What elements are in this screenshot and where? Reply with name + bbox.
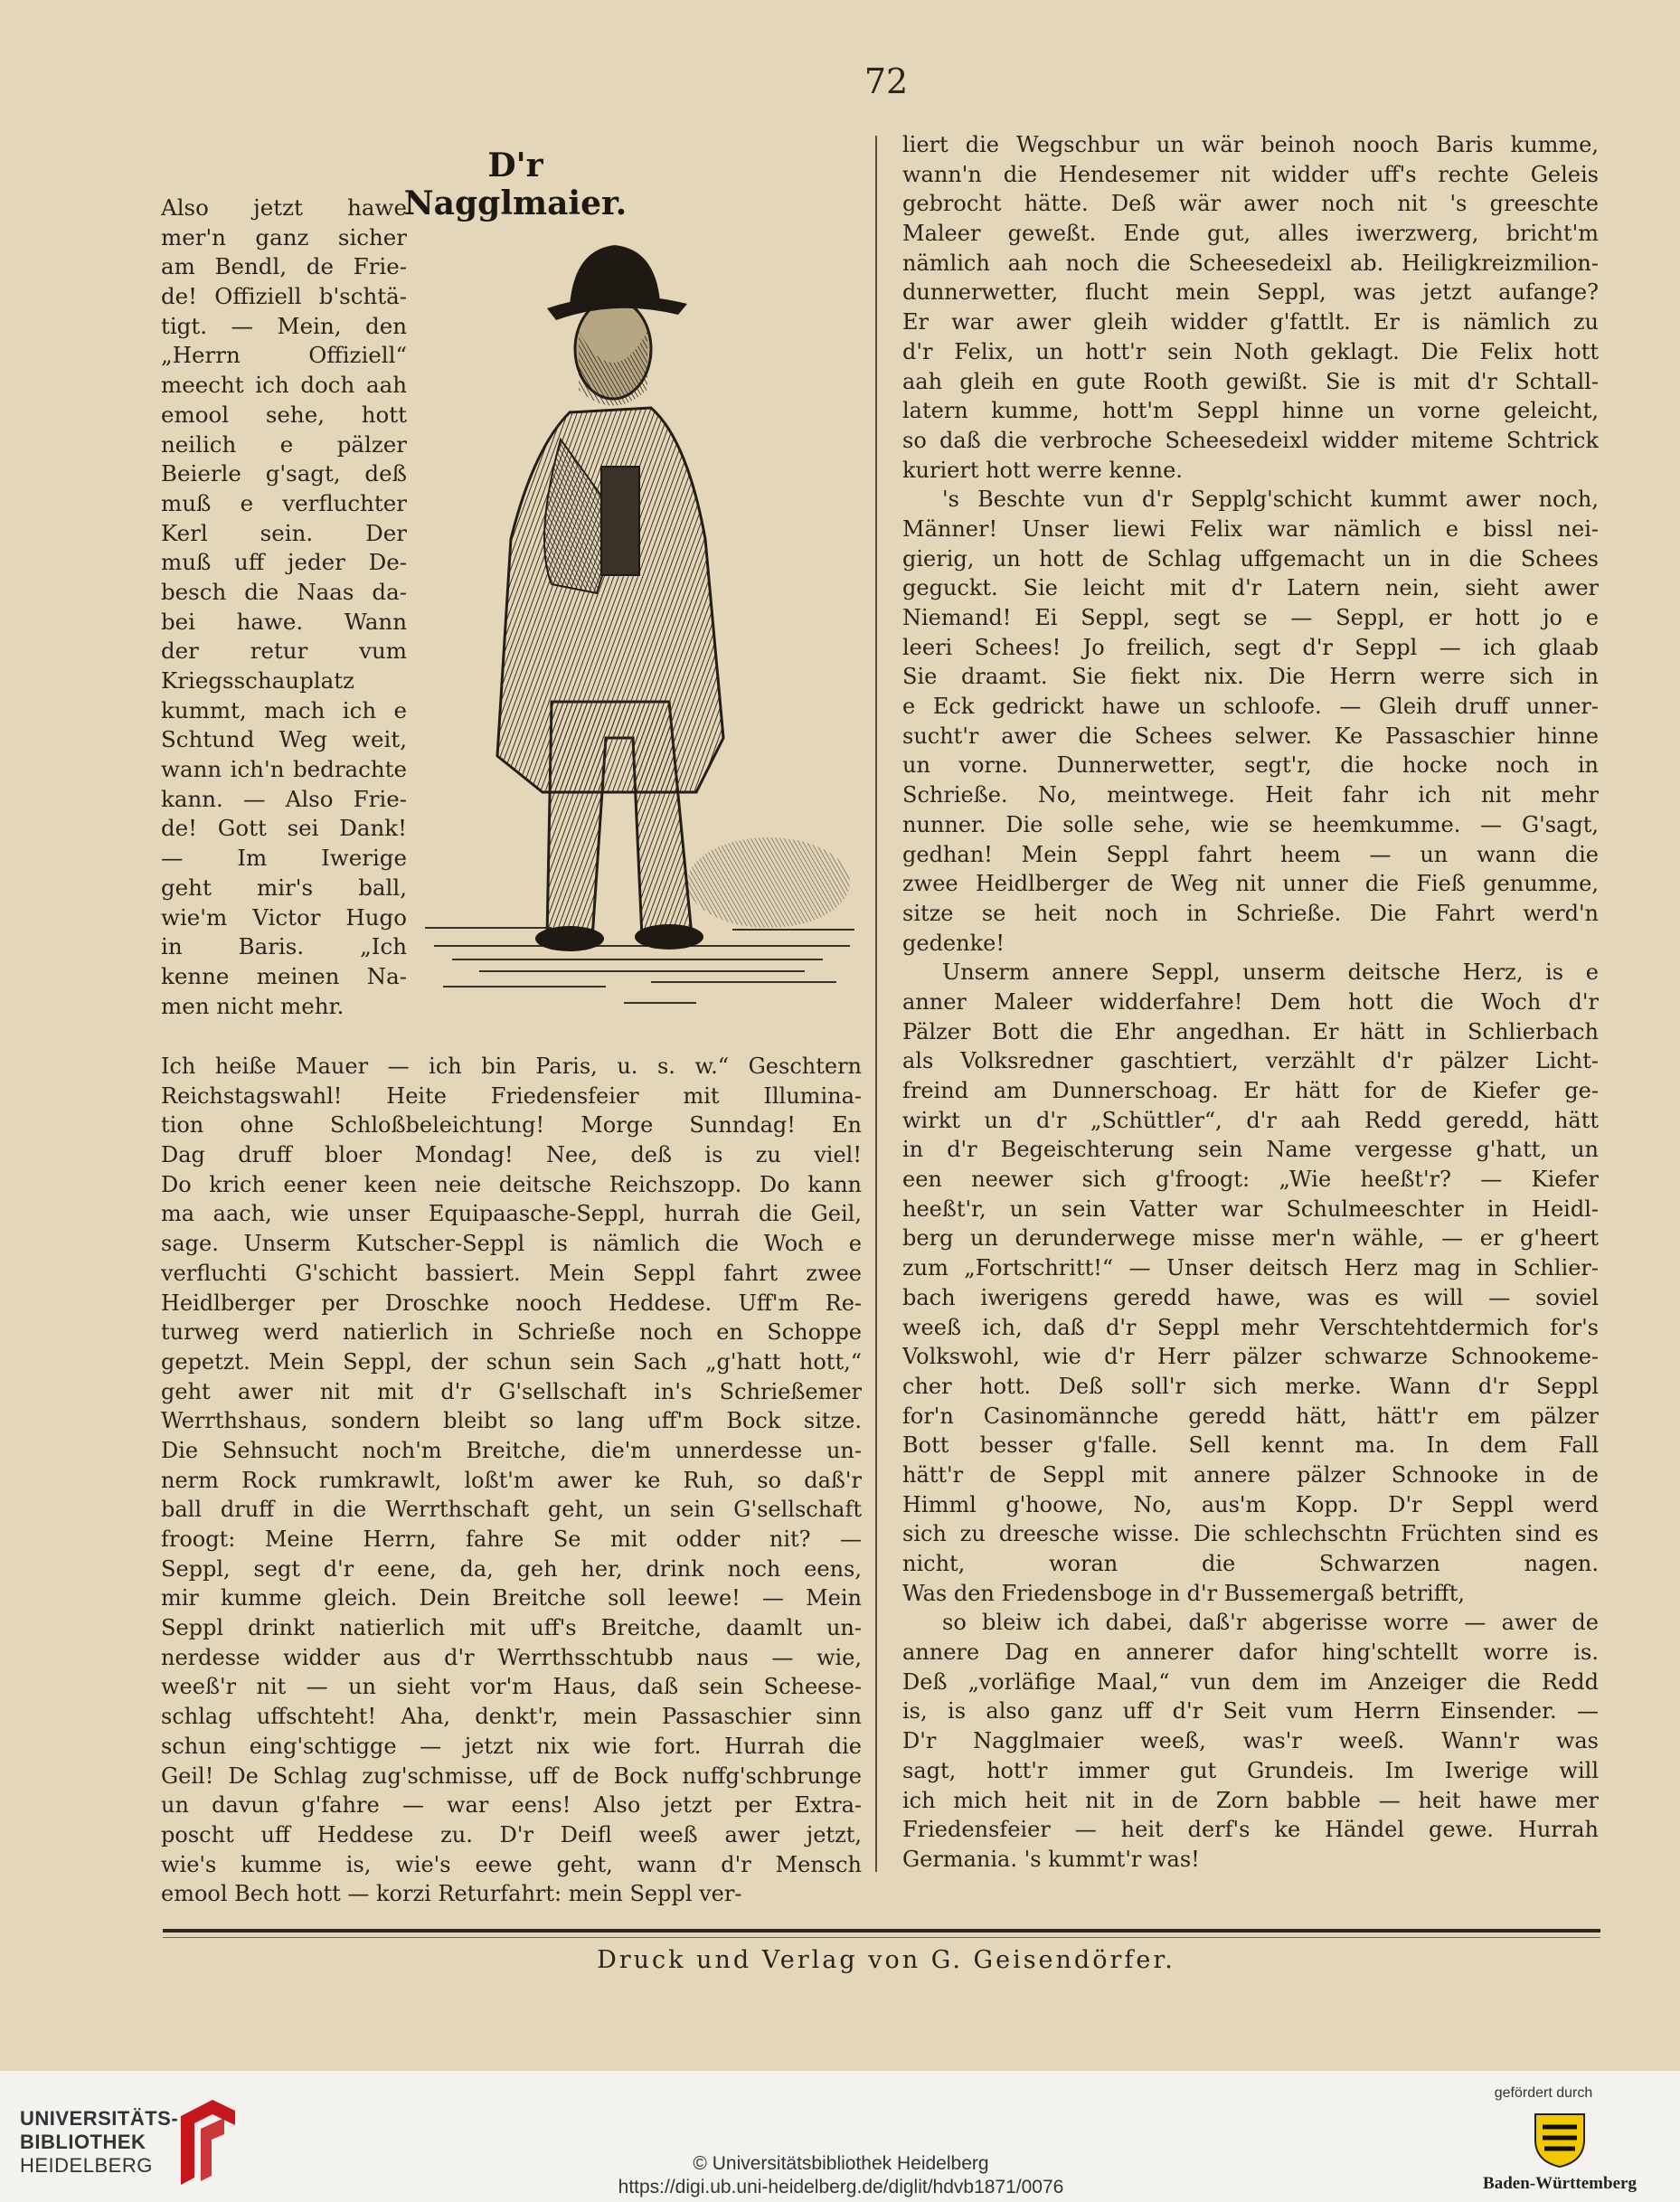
text-line: annere Dag en annerer dafor hing'schtellt worre is. [902,1640,1599,1666]
text-line: Er war awer gleih widder g'fattlt. Er is nämlich zu [902,309,1599,335]
text-line: leeri Schees! Jo freilich, segt d'r Seppl — ich glaab [902,634,1599,660]
left-narrow-column [161,194,407,1021]
text-line: hätt'r de Seppl mit annere pälzer Schnooke in de [902,1461,1599,1488]
text-line: tigt. — Mein, den [161,312,407,339]
text-line: sucht'r awer die Schees selwer. Ke Passaschier hinne [902,723,1599,749]
text-line: so bleiw ich dabei, daß'r abgerisse worre — awer de [942,1610,1599,1636]
text-line: heeßt'r, un sein Vatter war Schulmeeschter in Heidl- [902,1196,1599,1222]
text-line: neilich e pälzer [161,430,407,458]
text-line: ich mich heit nit in de Zorn babble — heit hawe mer [902,1787,1599,1813]
text-line: nerdesse widder aus d'r Werrthsschtubb naus — wie, [161,1644,862,1670]
text-line: un vorne. Dunnerwetter, segt'r, die hocke noch in [902,752,1599,779]
text-line: Heidlberger per Droschke nooch Heddese. Uff'm Re- [161,1290,862,1316]
text-line: so daß die verbroche Scheesedeixl widder miteme Schtrick [902,427,1599,453]
text-line: Bott besser g'falle. Sell kennt ma. In dem Fall [902,1432,1599,1459]
text-line: anner Maleer widderfahre! Dem hott die Woch d'r [902,988,1599,1015]
text-line: Seppl, segt d'r eene, da, geh her, drink noch eens, [161,1555,862,1582]
text-line: poscht uff Heddese zu. D'r Deifl weeß awer jetzt, [161,1821,862,1848]
text-line: Do krich eener keen neie deitsche Reichszopp. Do kann [161,1171,862,1197]
text-line: zum „Fortschritt!“ — Unser deitsch Herz mag in Schlier- [902,1255,1599,1281]
text-line: aah gleih en gute Rooth gewißt. Sie is mit d'r Schtall- [902,368,1599,394]
text-line: e Eck gedrickt hawe un schloofe. — Gleih druff unner- [902,694,1599,720]
text-line: „Herrn Offiziell“ [161,342,407,369]
text-line: ball druff in die Werrthschaft geht, un sein G'sellschaft [161,1497,862,1523]
text-line: Seppl drinkt natierlich mit uff's Breitche, daamlt un- [161,1615,862,1641]
text-line: mir kumme gleich. Dein Breitche soll leewe! — Mein [161,1585,862,1611]
library-name-line2: BIBLIOTHEK [20,2131,146,2153]
text-line: Die Sehnsucht noch'm Breitche, die'm unnerdesse un- [161,1437,862,1463]
text-line: Dag druff bloer Mondag! Nee, deß is zu viel! [161,1142,862,1168]
text-line: Kriegsschauplatz [161,667,354,694]
text-line: als Volksredner gaschtiert, verzählt d'r pälzer Licht- [902,1048,1599,1074]
text-line: nerm Rock rumkrawlt, loßt'm awer ke Ruh, so daß'r [161,1467,862,1493]
text-line: Schrieße. No, meintwege. Heit fahr ich nit mehr [902,782,1599,808]
text-line: kenne meinen Na- [161,962,407,989]
text-line: sich zu dreesche wisse. Die schlechschtn Früchten sind es [902,1521,1599,1547]
text-line: wie's kumme is, wie's eewe geht, wann d'r Mensch [161,1851,862,1877]
text-line: liert die Wegschbur un wär beinoh nooch Baris kumme, [902,132,1599,157]
text-line: wie'm Victor Hugo [161,903,407,931]
text-line: muß e verfluchter [161,489,407,516]
text-line: men nicht mehr. [161,992,344,1019]
text-line: Also jetzt hawe [161,194,407,221]
text-line: geht awer nit mit d'r G'sellschaft in's Schrießemer [161,1378,862,1404]
text-line: de! Offiziell b'schtä- [161,283,407,310]
text-line: nicht, woran die Schwarzen nagen. [902,1551,1599,1576]
university-logo-icon[interactable] [172,2098,244,2187]
text-line: Reichstagswahl! Heite Friedensfeier mit Illumina- [161,1082,862,1109]
text-line: Sie draamt. Sie fiekt nix. Die Herrn werre sich in [902,664,1599,690]
permalink-url[interactable]: https://digi.ub.uni-heidelberg.de/diglit/hdvb1871/0076 [618,2177,1064,2197]
imprint-line: Druck und Verlag von G. Geisendörfer. [597,1946,1175,1974]
engraving-illustration [425,195,857,1025]
footer-rule-thin [163,1937,1600,1938]
text-line: een neewer sich g'froogt: „Wie heeßt'r? — Kiefer [902,1167,1599,1193]
text-line: wann'n die Hendesemer nit widder uff's rechte Geleis [902,161,1599,187]
text-line: sitze se heit noch in Schrieße. Die Fahrt werd'n [902,900,1599,926]
text-line: for'n Casinomännche geredd hätt, hätt'r em pälzer [902,1403,1599,1429]
text-line: — Im Iwerige [161,845,407,872]
text-line: Friedensfeier — heit derf's ke Händel gewe. Hurrah [902,1817,1599,1843]
funded-by-label: gefördert durch [1494,2085,1593,2101]
text-line: Männer! Unser liewi Felix war nämlich e bissl nei- [902,515,1599,542]
text-line: sagt, hott'r immer gut Grundeis. Im Iwerige will [902,1757,1599,1783]
text-line: Deß „vorläfige Maal,“ vun dem im Anzeiger die Redd [902,1668,1599,1695]
text-line: is, is also ganz uff d'r Seit vum Herrn Einsender. — [902,1698,1599,1725]
right-column [902,130,1599,1875]
text-line: Unserm annere Seppl, unserm deitsche Herz, is e [942,959,1599,986]
text-line: Werrthshaus, sondern bleibt so lang uff'm Bock sitze. [161,1408,862,1434]
text-line: un davun g'fahre — war eens! Also jetzt per Extra- [161,1792,862,1819]
text-line: am Bendl, de Frie- [161,253,407,280]
text-line: Pälzer Bott die Ehr angedhan. Er hätt in Schlierbach [902,1018,1599,1044]
left-wide-column [161,1052,862,1909]
text-line: Was den Friedensboge in d'r Bussemergaß betrifft, [902,1580,1466,1606]
text-line: zwee Heidlberger de Weg nit unner die Fieß genumme, [902,871,1599,897]
text-line: der retur vum [161,638,407,665]
text-line: berg un derunderwege misse mer'n wähle, — er g'heert [902,1225,1599,1252]
text-line: de! Gott sei Dank! [161,815,407,842]
text-line: latern kumme, hott'm Seppl hinne un vorne geleicht, [902,398,1599,424]
text-line: D'r Nagglmaier weeß, was'r weeß. Wann'r was [902,1728,1599,1754]
article-title: D'r Nagglmaier. [403,146,628,222]
text-line: kuriert hott werre kenne. [902,457,1183,483]
text-line: gierig, un hott de Schlag uffgemacht un in die Schees [902,545,1599,572]
text-line: gedenke! [902,930,1005,956]
text-line: Himml g'hoowe, No, aus'm Kopp. D'r Seppl werd [902,1491,1599,1517]
text-line: weeß ich, daß d'r Seppl mehr Verschtehtdermich for's [902,1314,1599,1340]
text-line: meecht ich doch aah [161,372,407,399]
text-line: kummt, mach ich e [161,696,407,723]
text-line: mer'n ganz sicher [161,223,407,250]
text-line: cher hott. Deß soll'r sich merke. Wann d'r Seppl [902,1373,1599,1399]
text-line: Volkswohl, wie d'r Herr pälzer schwarze Schnookeme- [902,1344,1599,1370]
text-line: emool sehe, hott [161,401,407,428]
text-line: turweg werd natierlich in Schrieße noch en Schoppe [161,1319,862,1346]
text-line: Kerl sein. Der [161,519,407,546]
text-line: Schtund Weg weit, [161,726,407,753]
text-line: bach iwerigens geredd hawe, was es will — soviel [902,1284,1599,1310]
text-line: bei hawe. Wann [161,608,407,635]
text-line: Niemand! Ei Seppl, segt se — Seppl, er hott jo e [902,605,1599,630]
text-line: dunnerwetter, flucht mein Seppl, was jetzt aufange? [902,279,1599,306]
funder-name: Baden-Württemberg [1483,2174,1637,2193]
text-line: muß uff jeder De- [161,549,407,576]
text-line: gebrocht hätte. Deß wär awer noch nit 's greeschte [902,191,1599,217]
text-line: geguckt. Sie leicht mit d'r Latern nein, sieht awer [902,575,1599,601]
text-line: 's Beschte vun d'r Sepplg'schicht kummt awer noch, [942,487,1599,513]
copyright-notice: © Universitätsbibliothek Heidelberg [693,2153,989,2174]
text-line: gepetzt. Mein Seppl, der schun sein Sach „g'hatt hott,“ [161,1348,862,1375]
text-line: Geil! De Schlag zug'schmisse, uff de Bock nuffg'schbrunge [161,1763,862,1789]
text-line: tion ohne Schloßbeleichtung! Morge Sunndag! En [161,1112,862,1139]
text-line: froogt: Meine Herrn, fahre Se mit odder nit? — [161,1526,862,1552]
text-line: geht mir's ball, [161,874,407,901]
text-line: nämlich aah noch die Scheesedeixl ab. Heiligkreizmilion- [902,250,1599,276]
page-number: 72 [864,61,909,101]
text-line: besch die Naas da- [161,578,407,605]
text-line: wirkt un d'r „Schüttler“, d'r aah Redd geredd, hätt [902,1107,1599,1133]
text-line: schun eing'schtigge — jetzt nix wie fort. Hurrah die [161,1733,862,1759]
text-line: Ich heiße Mauer — ich bin Paris, u. s. w.“ Geschtern [161,1054,862,1079]
text-line: in d'r Begeischterung sein Name vergesse g'hatt, un [902,1137,1599,1163]
footer-rule [163,1929,1600,1933]
text-line: wann ich'n bedrachte [161,756,407,783]
text-line: in Baris. „Ich [161,933,407,960]
text-line: Maleer geweßt. Ende gut, alles iwerzwerg, bricht'm [902,221,1599,247]
text-line: nunner. Die solle sehe, wie se heemkumme. — G'sagt, [902,811,1599,837]
text-line: emool Bech hott — korzi Returfahrt: mein Seppl ver- [161,1881,742,1907]
text-line: gedhan! Mein Seppl fahrt heem — un wann die [902,841,1599,867]
text-line: Beierle g'sagt, deß [161,460,407,487]
text-line: sage. Unserm Kutscher-Seppl is nämlich die Woch e [161,1231,862,1257]
text-line: d'r Felix, un hott'r sein Noth geklagt. Die Felix hott [902,338,1599,364]
library-name-line1: UNIVERSITÄTS- [20,2107,179,2130]
text-line: ma aach, wie unser Equipaasche-Seppl, hurrah die Geil, [161,1201,862,1227]
text-line: weeß'r nit — un sieht vor'm Haus, daß sein Scheese- [161,1674,862,1700]
text-line: schlag uffschteht! Aha, denkt'r, mein Passaschier sinn [161,1704,862,1730]
column-rule [875,136,877,1872]
text-line: Germania. 's kummt'r was! [902,1846,1200,1872]
text-line: verfluchti G'schicht bassiert. Mein Seppl fahrt zwee [161,1260,862,1286]
baden-wuerttemberg-crest-icon [1528,2107,1591,2170]
text-line: kann. — Also Frie- [161,785,407,812]
text-line: freind am Dunnerschoag. Er hätt for de Kiefer ge- [902,1078,1599,1103]
library-name-line3: HEIDELBERG [20,2154,153,2177]
